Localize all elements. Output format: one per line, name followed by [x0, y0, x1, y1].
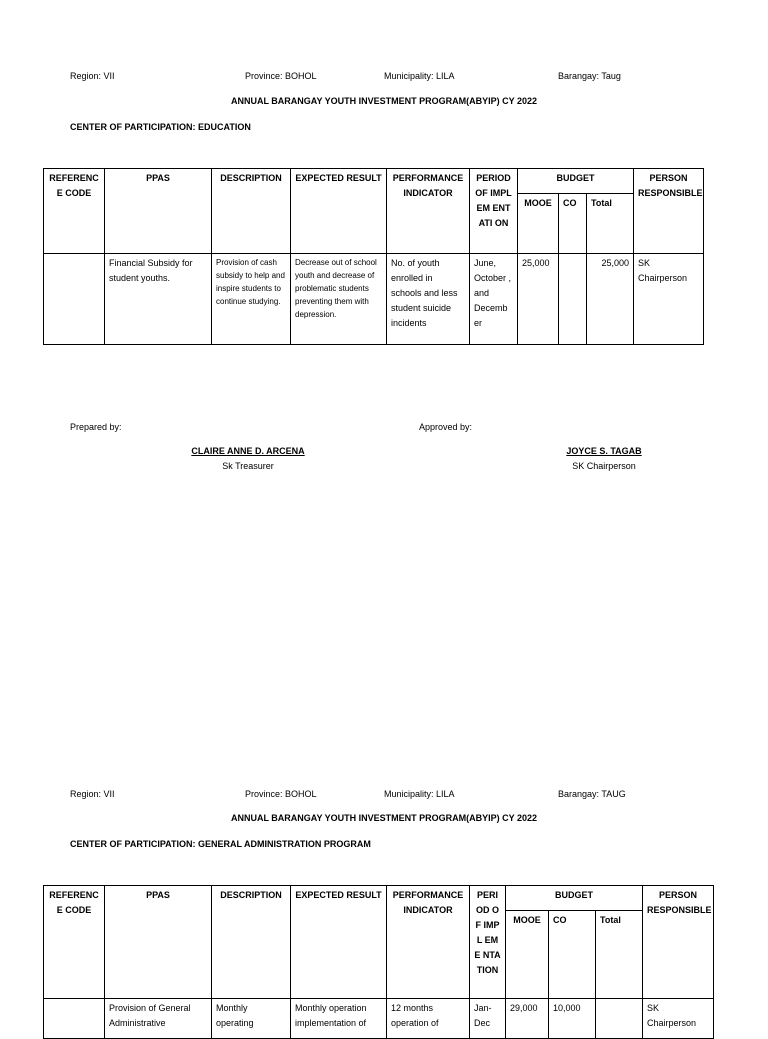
- cell-person: SK Chairperson: [634, 254, 704, 345]
- document-title-2: ANNUAL BARANGAY YOUTH INVESTMENT PROGRAM(ABYIP) CY 2022: [230, 813, 538, 823]
- municipality-label-2: Municipality: LILA: [384, 789, 455, 799]
- col-header-ppas: PPAS: [105, 169, 212, 254]
- col-header-ref: REFERENC E CODE: [44, 169, 105, 254]
- cell-ref: [44, 999, 105, 1039]
- cell-person: SK Chairperson: [643, 999, 714, 1039]
- col-header-mooe: MOOE: [518, 194, 559, 254]
- province-label-2: Province: BOHOL: [245, 789, 317, 799]
- col-header-description: DESCRIPTION: [212, 169, 291, 254]
- cell-co: [559, 254, 587, 345]
- barangay-label: Barangay: Taug: [558, 71, 621, 81]
- cell-expected: Decrease out of school youth and decrease of problematic students preventing them with depression.: [291, 254, 387, 345]
- municipality-label: Municipality: LILA: [384, 71, 455, 81]
- col-header-indicator: PERFORMANCE INDICATOR: [387, 169, 470, 254]
- cell-total: 25,000: [587, 254, 634, 345]
- province-label: Province: BOHOL: [245, 71, 317, 81]
- cell-ppas: Financial Subsidy for student youths.: [105, 254, 212, 345]
- budget-table: [43, 168, 704, 345]
- approved-by-title: SK Chairperson: [572, 461, 636, 471]
- cell-description: Provision of cash subsidy to help and inspire students to continue studying.: [212, 254, 291, 345]
- col-header-co: CO: [559, 194, 587, 254]
- col-header-expected: EXPECTED RESULT: [291, 886, 387, 999]
- center-of-participation: CENTER OF PARTICIPATION: EDUCATION: [70, 122, 251, 132]
- document-title: ANNUAL BARANGAY YOUTH INVESTMENT PROGRAM(ABYIP) CY 2022: [230, 96, 538, 106]
- prepared-by-title: Sk Treasurer: [222, 461, 274, 471]
- cell-mooe: 29,000: [506, 999, 549, 1039]
- region-label: Region: VII: [70, 71, 115, 81]
- barangay-label-2: Barangay: TAUG: [558, 789, 626, 799]
- col-header-person: PERSON RESPONSIBLE: [634, 169, 704, 254]
- cell-co: 10,000: [549, 999, 596, 1039]
- cell-ppas: Provision of General Administrative: [105, 999, 212, 1039]
- col-header-budget: BUDGET: [518, 169, 634, 194]
- approved-by-label: Approved by:: [419, 422, 473, 432]
- cell-total: [596, 999, 643, 1039]
- center-of-participation-2: CENTER OF PARTICIPATION: GENERAL ADMINISTRATION PROGRAM: [70, 839, 371, 849]
- col-header-mooe: MOOE: [506, 911, 549, 999]
- prepared-by-label: Prepared by:: [70, 422, 122, 432]
- cell-mooe: 25,000: [518, 254, 559, 345]
- table-row: [44, 254, 704, 345]
- col-header-period: PERIOD OF IMPLEM ENTATI ON: [470, 169, 518, 254]
- approved-by-name: JOYCE S. TAGAB: [566, 446, 642, 456]
- col-header-ppas: PPAS: [105, 886, 212, 999]
- cell-expected: Monthly operation implementation of: [291, 999, 387, 1039]
- budget-table-2: [43, 885, 714, 1039]
- prepared-by-name: CLAIRE ANNE D. ARCENA: [191, 446, 305, 456]
- cell-indicator: 12 months operation of: [387, 999, 470, 1039]
- col-header-expected: EXPECTED RESULT: [291, 169, 387, 254]
- col-header-budget: BUDGET: [506, 886, 643, 911]
- col-header-total: Total: [596, 911, 643, 999]
- cell-ref: [44, 254, 105, 345]
- cell-period: June, October , and Decemb er: [470, 254, 518, 345]
- table-row: [44, 999, 714, 1039]
- region-label-2: Region: VII: [70, 789, 115, 799]
- col-header-period: PERI OD OF IMPL EME NTA TION: [470, 886, 506, 999]
- col-header-co: CO: [549, 911, 596, 999]
- col-header-person: PERSON RESPONSIBLE: [643, 886, 714, 999]
- cell-period: Jan- Dec: [470, 999, 506, 1039]
- col-header-total: Total: [587, 194, 634, 254]
- cell-indicator: No. of youth enrolled in schools and less student suicide incidents: [387, 254, 470, 345]
- col-header-description: DESCRIPTION: [212, 886, 291, 999]
- cell-description: Monthly operating: [212, 999, 291, 1039]
- col-header-indicator: PERFORMANCE INDICATOR: [387, 886, 470, 999]
- col-header-ref: REFERENC E CODE: [44, 886, 105, 999]
